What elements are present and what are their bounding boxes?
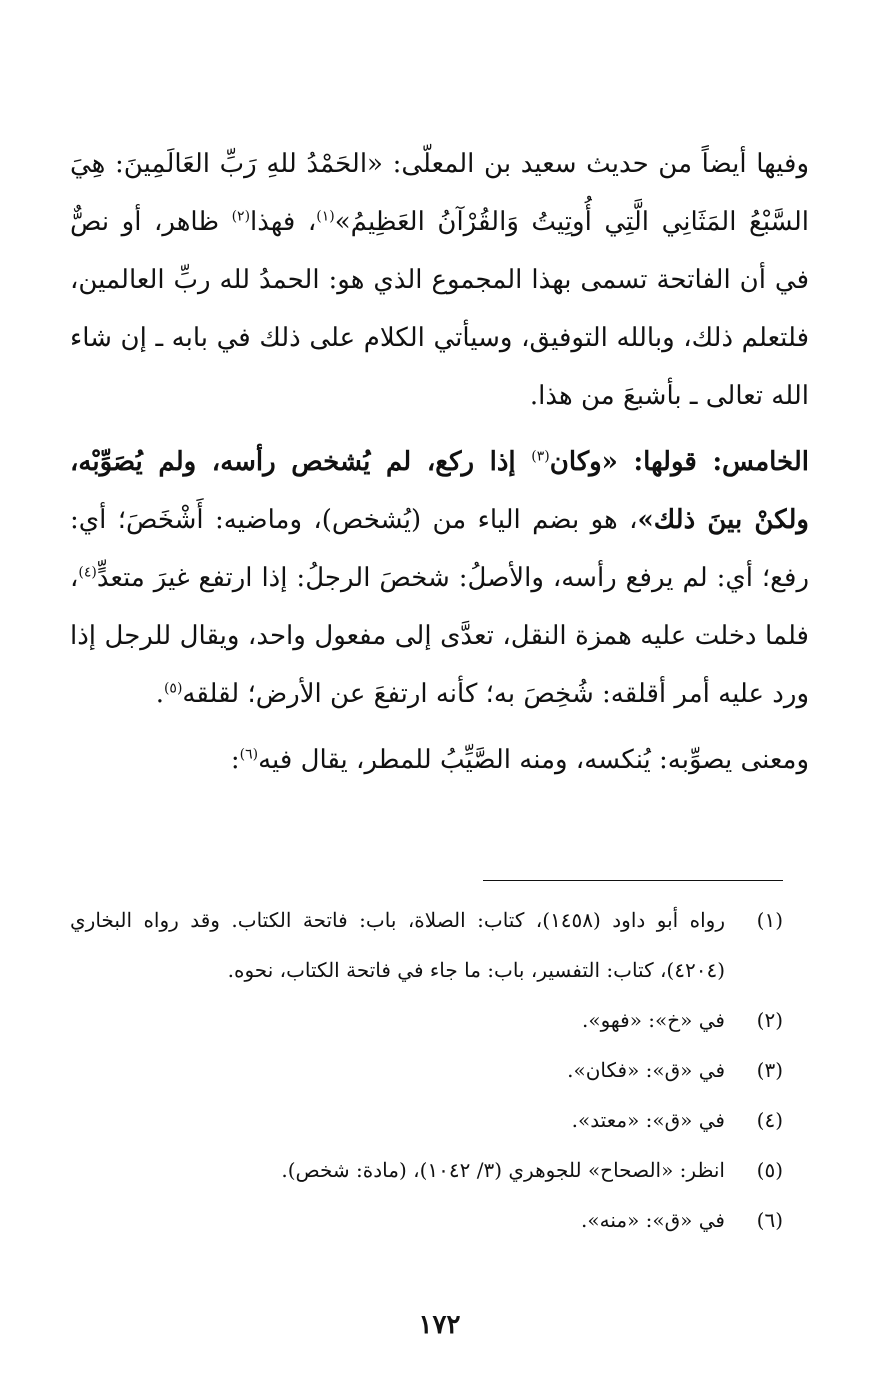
footnote-item [70,1045,783,1095]
paragraph-1-text: وفيها أيضاً من حديث سعيد بن المعلّى: «الحَمْدُ للهِ رَبِّ العَالَمِينَ: هِيَ السَّبْعُ المَثَانِي الَّتِي أُوتِيتُ وَالقُرْآنُ العَظِيمُ» [70,149,809,237]
footnote-ref-1[interactable]: (١) [316,208,335,225]
footnote-ref-4[interactable]: (٤) [78,564,97,581]
paragraph-3-text: ومعنى يصوِّبه: يُنكسه، ومنه الصَّيِّبُ للمطر، يقال فيه [258,745,809,775]
footnote-ref-6[interactable]: (٦) [239,746,259,763]
paragraph-2-text: ، هو بضم الياء من (يُشخص)، وماضيه: أَشْخَصَ؛ أي: رفع؛ أي: لم يرفع رأسه، والأصلُ: شخصَ الرجلُ: إذا ارتفع غيرَ متعدٍّ [70,505,809,593]
footnote-number: (٦) [756,1208,783,1232]
footnote-number: (٥) [756,1158,783,1182]
footnote-ref-2[interactable]: (٢) [231,208,251,225]
paragraph-3 [70,731,809,789]
paragraph-3-end: : [230,745,240,775]
footnote-item [70,1145,783,1195]
footnote-number: (٤) [756,1108,783,1132]
paragraph-1 [70,135,809,425]
footnote-number: (١) [756,908,783,932]
paragraph-1-text-b: ، فهذا [250,207,317,237]
paragraph-2 [70,433,809,723]
paragraph-1-text-c: ظاهر، أو نصٌّ في أن الفاتحة تسمى بهذا المجموع الذي هو: الحمدُ لله ربِّ العالمين، فلتعلم ذلك، وبالله التوفيق، وسيأتي الكلام على ذلك في بابه ـ إن شاء الله تعالى ـ بأشبعَ من هذا. [70,207,809,411]
footnote-item [70,895,783,995]
footnote-number: (٣) [756,1058,783,1082]
footnote-ref-5[interactable]: (٥) [163,680,183,697]
paragraph-2-heading: الخامس: قولها: «وكان [549,447,809,477]
footnote-text: في «ق»: «منه». [581,1208,725,1232]
paragraph-2-quote: إذا ركع، لم يُشخص رأسه، ولم يُصَوِّبْه، ولكنْ بينَ ذلك» [70,447,809,535]
footnote-item [70,1095,783,1145]
footnote-item [70,995,783,1045]
footnote-text: رواه أبو داود (١٤٥٨)، كتاب: الصلاة، باب: فاتحة الكتاب. وقد رواه البخاري (٤٢٠٤)، كتاب: التفسير، باب: ما جاء في فاتحة الكتاب، نحوه. [70,908,726,982]
footnote-separator [483,880,783,881]
footnote-item [70,1195,783,1245]
footnote-text: في «ق»: «معتد». [571,1108,725,1132]
footnotes [70,895,783,1245]
footnote-text: في «ق»: «فكان». [567,1058,725,1082]
page-number: ١٧٢ [418,1310,461,1340]
footnote-ref-3[interactable]: (٣) [531,448,550,465]
footnote-text: في «خ»: «فهو». [581,1008,725,1032]
footnote-text: انظر: «الصحاح» للجوهري (٣/ ١٠٤٢)، (مادة: شخص). [281,1158,725,1182]
main-text [70,135,809,789]
paragraph-2-text-c: . [155,679,164,709]
paragraph-2-text-b: ، فلما دخلت عليه همزة النقل، تعدَّى إلى مفعول واحد، ويقال للرجل إذا ورد عليه أمر أقلقه: شُخِصَ به؛ كأنه ارتفعَ عن الأرض؛ لقلقه [70,563,809,709]
footnote-number: (٢) [756,1008,783,1032]
